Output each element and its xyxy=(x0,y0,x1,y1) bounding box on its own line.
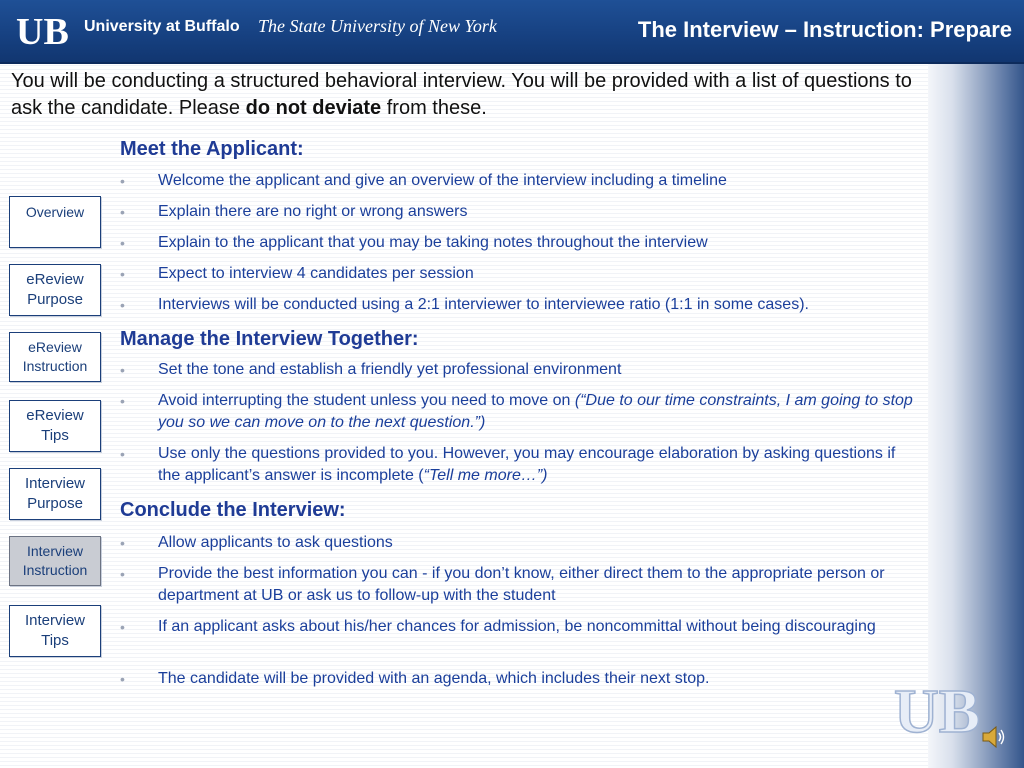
bullet-item: • Interviews will be conducted using a 2:1 interviewer to interviewee ratio (1:1 in some cases). xyxy=(158,294,920,316)
bullet-item: • The candidate will be provided with an agenda, which includes their next stop. xyxy=(158,668,920,690)
bullet-item: • Expect to interview 4 candidates per session xyxy=(158,263,920,285)
ub-logo-icon xyxy=(14,10,76,50)
bullet-item: • Welcome the applicant and give an overview of the interview including a timeline xyxy=(158,170,920,192)
university-name: University at Buffalo xyxy=(84,18,240,35)
intro-paragraph xyxy=(11,68,916,122)
slide-header xyxy=(0,0,1024,64)
nav-ereview-instruction-button[interactable] xyxy=(9,332,101,382)
section-title-meet: Meet the Applicant: xyxy=(120,138,304,160)
bullet-item: • Set the tone and establish a friendly yet professional environment xyxy=(158,359,920,381)
nav-interview-purpose-button[interactable] xyxy=(9,468,101,520)
nav-label-line2: Purpose xyxy=(27,291,83,308)
bullet-item: • Allow applicants to ask questions xyxy=(158,532,920,554)
bullet-item-questions xyxy=(158,443,920,487)
nav-label-line2: Tips xyxy=(41,632,69,649)
intro-text-part1: You will be conducting a structured behavioral interview. You will be provided with a list of questions to ask the candidate. Please xyxy=(11,70,912,119)
speaker-icon[interactable] xyxy=(980,724,1006,750)
bullet-item-interrupting xyxy=(158,390,920,434)
bullet-text: Avoid interrupting the student unless you need to move on xyxy=(158,392,575,409)
section-title-conclude: Conclude the Interview: xyxy=(120,499,346,521)
nav-label-line1: eReview xyxy=(26,271,84,288)
bullet-item: • Provide the best information you can - if you don’t know, either direct them to the appropriate person or department at UB or ask us to follow-up with the student xyxy=(158,563,920,607)
intro-text-part2: from these. xyxy=(381,97,487,119)
nav-label-line1: eReview xyxy=(26,407,84,424)
bullet-item: • Explain to the applicant that you may be taking notes throughout the interview xyxy=(158,232,920,254)
nav-label-line2: Tips xyxy=(41,427,69,444)
nav-ereview-tips-button[interactable] xyxy=(9,400,101,452)
bullet-text: Use only the questions provided to you. However, you may encourage elaboration by asking questions if the applicant’s answer is incomplete ( xyxy=(158,445,896,484)
section-title-manage: Manage the Interview Together: xyxy=(120,328,419,350)
bullet-quote: “Tell me more…”) xyxy=(423,467,548,484)
bullet-item: • Explain there are no right or wrong answers xyxy=(158,201,920,223)
bullet-item: • If an applicant asks about his/her chances for admission, be noncommittal without being discouraging xyxy=(158,616,920,638)
nav-interview-tips-button[interactable] xyxy=(9,605,101,657)
intro-emphasis: do not deviate xyxy=(245,97,382,119)
nav-label-line2: Instruction xyxy=(22,358,88,374)
decorative-side-panel xyxy=(928,62,1024,768)
nav-label-line2: Instruction xyxy=(22,562,88,578)
bullet-quote: (“Due to our time constraints, I am going to stop you so we can move on to the next question.”) xyxy=(158,392,913,431)
nav-label-line2: Purpose xyxy=(27,495,83,512)
nav-overview-button[interactable] xyxy=(9,196,101,248)
university-subtitle: The State University of New York xyxy=(258,16,497,36)
nav-overview-label: Overview xyxy=(25,204,85,220)
svg-text:UB: UB xyxy=(894,678,981,742)
nav-interview-instruction-button[interactable] xyxy=(9,536,101,586)
slide-title: The Interview – Instruction: Prepare xyxy=(637,17,1012,42)
nav-label-line1: Interview xyxy=(24,612,86,629)
nav-label-line1: Interview xyxy=(24,475,86,492)
nav-label-line1: eReview xyxy=(28,339,82,355)
svg-text:UB: UB xyxy=(16,11,69,50)
nav-label-line1: Interview xyxy=(26,543,84,559)
nav-ereview-purpose-button[interactable] xyxy=(9,264,101,316)
